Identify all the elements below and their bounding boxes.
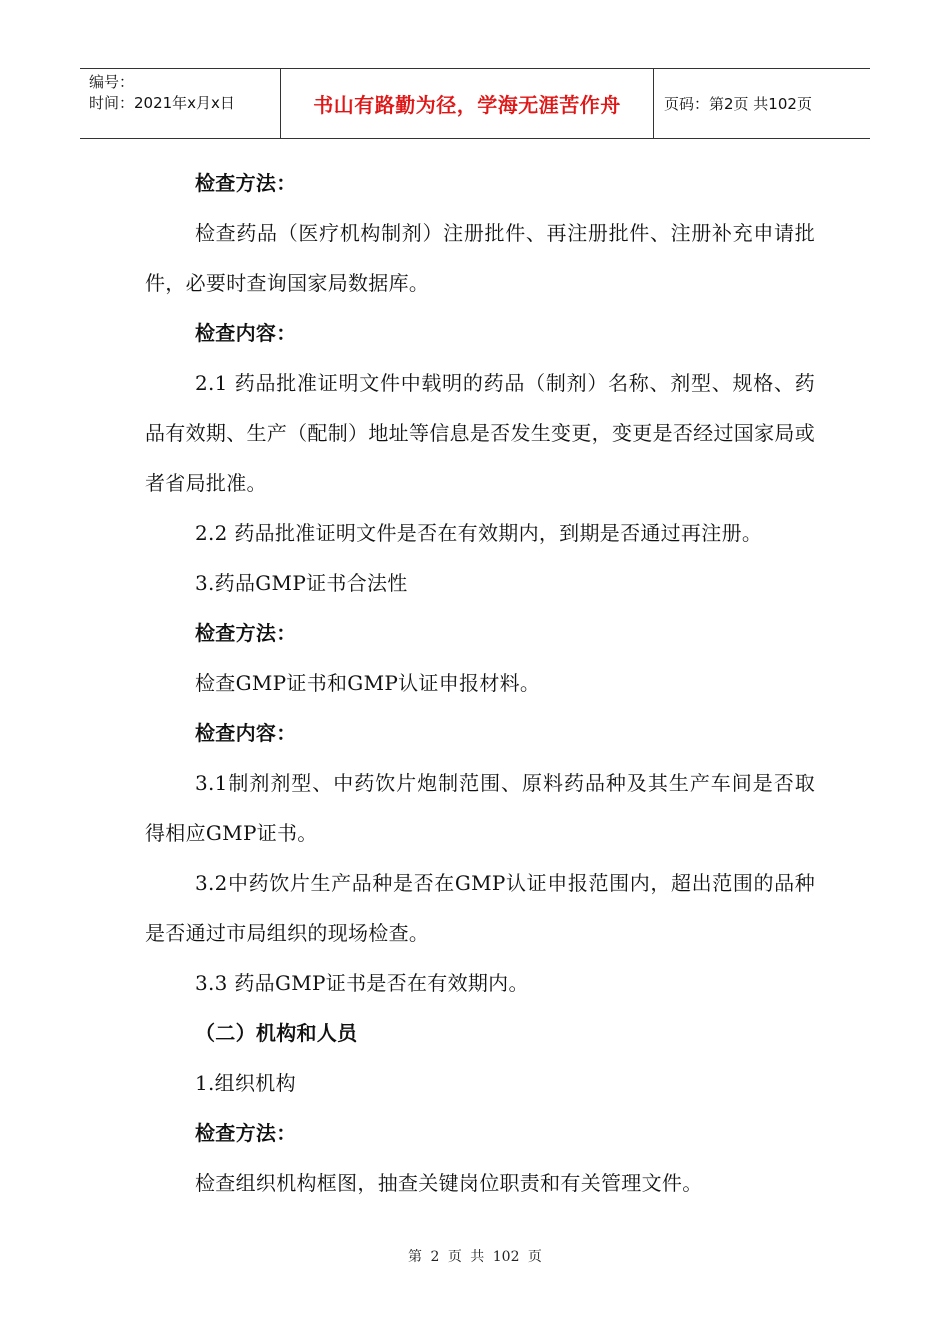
- document-body: [145, 158, 815, 1208]
- paragraph: 检查方法：: [195, 1121, 297, 1145]
- paragraph: 检查组织机构框图，抽查关键岗位职责和有关管理文件。: [195, 1171, 703, 1195]
- paragraph: 检查方法：: [195, 621, 297, 645]
- paragraph: 2.1 药品批准证明文件中载明的药品（制剂）名称、剂型、规格、药品有效期、生产（配制）地址等信息是否发生变更，变更是否经过国家局或者省局批准。: [145, 371, 815, 495]
- paragraph: 检查GMP证书和GMP认证申报材料。: [195, 671, 541, 695]
- header-motto: 书山有路勤为径，学海无涯苦作舟: [313, 93, 621, 117]
- paragraph: 2.2 药品批准证明文件是否在有效期内，到期是否通过再注册。: [195, 521, 763, 545]
- paragraph: （二）机构和人员: [195, 1021, 358, 1045]
- footer-page-number: 第 2 页 共 102 页: [408, 1249, 542, 1265]
- header-page-info: 页码：第2页 共102页: [664, 95, 812, 113]
- document-number-label: 编号：: [89, 73, 135, 91]
- paragraph: 3.3 药品GMP证书是否在有效期内。: [195, 971, 529, 995]
- paragraph: 3.2中药饮片生产品种是否在GMP认证申报范围内，超出范围的品种是否通过市局组织的现场检查。: [145, 871, 815, 945]
- header-page-cell: [654, 69, 870, 138]
- page-footer: [0, 1246, 950, 1266]
- paragraph: 1.组织机构: [195, 1071, 296, 1095]
- paragraph: 检查药品（医疗机构制剂）注册批件、再注册批件、注册补充申请批件，必要时查询国家局数据库。: [145, 221, 815, 295]
- header-motto-cell: [281, 69, 654, 138]
- document-date: 时间：2021年x月x日: [89, 94, 235, 112]
- header-meta-cell: [80, 69, 281, 138]
- paragraph: 3.药品GMP证书合法性: [195, 571, 408, 595]
- page-header: [80, 68, 870, 139]
- paragraph: 检查内容：: [195, 321, 297, 345]
- paragraph: 检查方法：: [195, 171, 297, 195]
- paragraph: 3.1制剂剂型、中药饮片炮制范围、原料药品种及其生产车间是否取得相应GMP证书。: [145, 771, 815, 845]
- paragraph: 检查内容：: [195, 721, 297, 745]
